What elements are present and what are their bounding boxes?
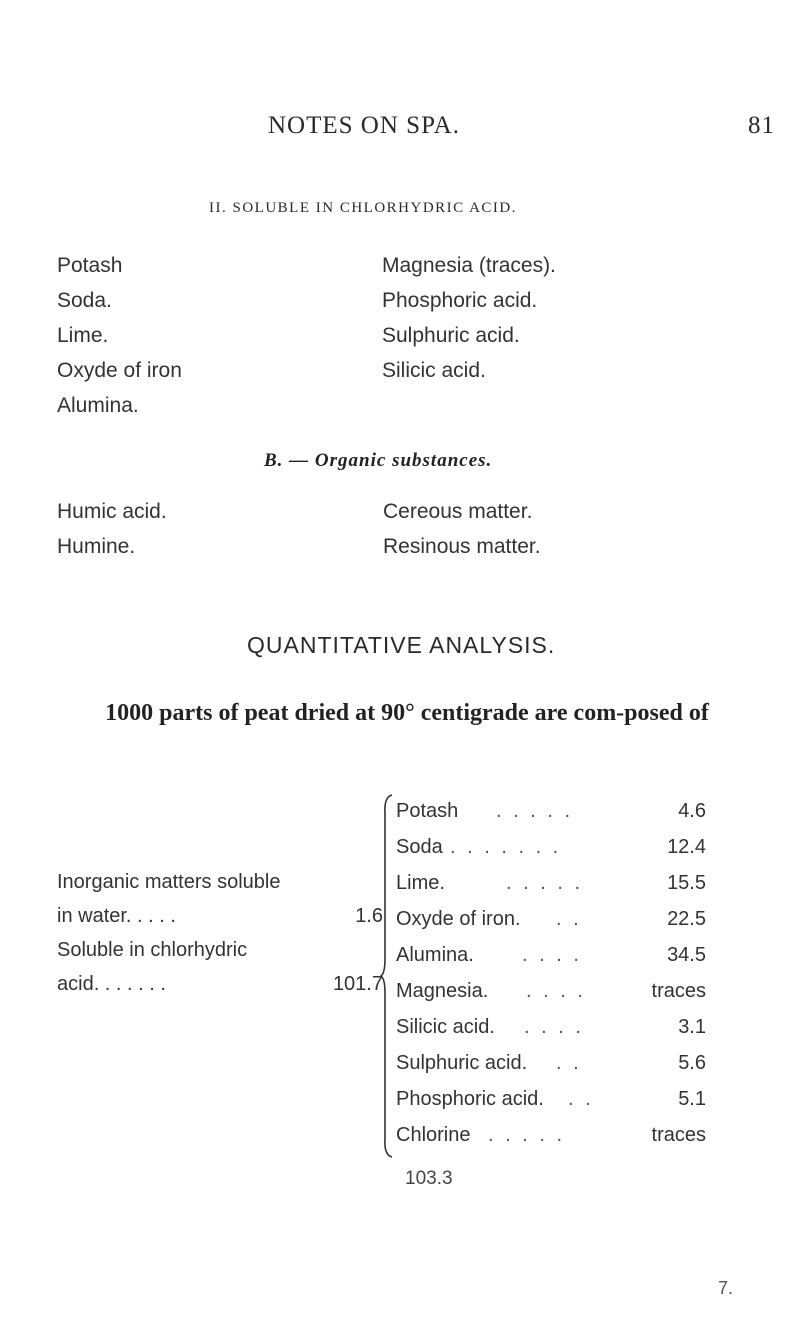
- soluble-list-left: [57, 248, 182, 423]
- list-item: Potash: [57, 254, 123, 277]
- table-row: [57, 865, 387, 899]
- component-value: 4.6: [678, 800, 706, 822]
- running-head-title: NOTES ON SPA.: [268, 112, 460, 139]
- row-label: acid. . . . . . .: [57, 973, 166, 995]
- leader-dots: . .: [556, 1052, 582, 1074]
- leader-dots: . . . . .: [496, 800, 574, 822]
- table-row: [396, 1045, 706, 1081]
- leader-dots: . .: [568, 1088, 594, 1110]
- list-item: Resinous matter.: [383, 535, 541, 558]
- list-item: Phosphoric acid.: [382, 289, 538, 312]
- table-row: [396, 937, 706, 973]
- component-name: Oxyde of iron.: [396, 908, 521, 930]
- row-value: 101.7: [332, 973, 383, 995]
- row-value: 1.6: [355, 905, 383, 927]
- leader-dots: . . . . .: [506, 872, 584, 894]
- table-row: [57, 967, 387, 1001]
- table-row: [57, 933, 387, 967]
- page-number: 81: [748, 112, 775, 139]
- table-right-column: [396, 793, 706, 1153]
- list-item: Humine.: [57, 535, 136, 558]
- component-name: Magnesia.: [396, 980, 489, 1002]
- component-name: Lime.: [396, 872, 445, 894]
- component-name: Sulphuric acid.: [396, 1052, 528, 1074]
- table-row: [396, 1117, 706, 1153]
- component-value: 12.4: [667, 836, 706, 858]
- component-value: 34.5: [667, 944, 706, 966]
- table-row: [396, 865, 706, 901]
- leader-dots: . . . . .: [488, 1124, 566, 1146]
- table-left-column: [57, 865, 387, 1001]
- component-value: traces: [651, 980, 706, 1002]
- leader-dots: . . . . . . .: [450, 836, 562, 858]
- list-item: Magnesia (traces).: [382, 254, 556, 277]
- leader-dots: . . . .: [524, 1016, 584, 1038]
- component-name: Phosphoric acid.: [396, 1088, 544, 1110]
- list-item: Cereous matter.: [383, 500, 533, 523]
- table-row: [396, 1081, 706, 1117]
- organic-list-left: [57, 494, 167, 564]
- table-total: 103.3: [405, 1168, 453, 1189]
- quantitative-heading: QUANTITATIVE ANALYSIS.: [247, 632, 556, 658]
- list-item: Soda.: [57, 289, 112, 312]
- component-value: 5.1: [678, 1088, 706, 1110]
- row-label: Inorganic matters soluble: [57, 871, 281, 893]
- component-name: Potash: [396, 800, 459, 822]
- list-item: Alumina.: [57, 394, 139, 417]
- component-name: Silicic acid.: [396, 1016, 495, 1038]
- list-item: Silicic acid.: [382, 359, 486, 382]
- component-value: 15.5: [667, 872, 706, 894]
- leader-dots: . . . .: [526, 980, 586, 1002]
- table-row: [396, 829, 706, 865]
- brace-icon: [380, 793, 394, 1159]
- leader-dots: . . . .: [522, 944, 582, 966]
- table-row: [396, 793, 706, 829]
- component-value: 22.5: [667, 908, 706, 930]
- section-heading-organic: B. — Organic substances.: [264, 450, 493, 471]
- table-row: [396, 901, 706, 937]
- component-name: Alumina.: [396, 944, 474, 966]
- component-value: traces: [651, 1124, 706, 1146]
- soluble-list-right: [382, 248, 556, 388]
- leader-dots: . .: [556, 908, 582, 930]
- component-value: 3.1: [678, 1016, 706, 1038]
- table-row: [57, 899, 387, 933]
- analysis-intro: 1000 parts of peat dried at 90° centigrade are com-posed of: [105, 700, 709, 726]
- table-row: [396, 1009, 706, 1045]
- signature-mark: 7.: [718, 1278, 734, 1298]
- list-item: Humic acid.: [57, 500, 167, 523]
- section-heading-soluble-hcl: II. SOLUBLE IN CHLORHYDRIC ACID.: [209, 200, 517, 216]
- table-row: [396, 973, 706, 1009]
- list-item: Sulphuric acid.: [382, 324, 520, 347]
- list-item: Lime.: [57, 324, 109, 347]
- row-label: Soluble in chlorhydric: [57, 939, 248, 961]
- component-name: Soda: [396, 836, 443, 858]
- row-label: in water. . . . .: [57, 905, 176, 927]
- list-item: Oxyde of iron: [57, 359, 182, 382]
- organic-list-right: [383, 494, 541, 564]
- component-value: 5.6: [678, 1052, 706, 1074]
- component-name: Chlorine: [396, 1124, 471, 1146]
